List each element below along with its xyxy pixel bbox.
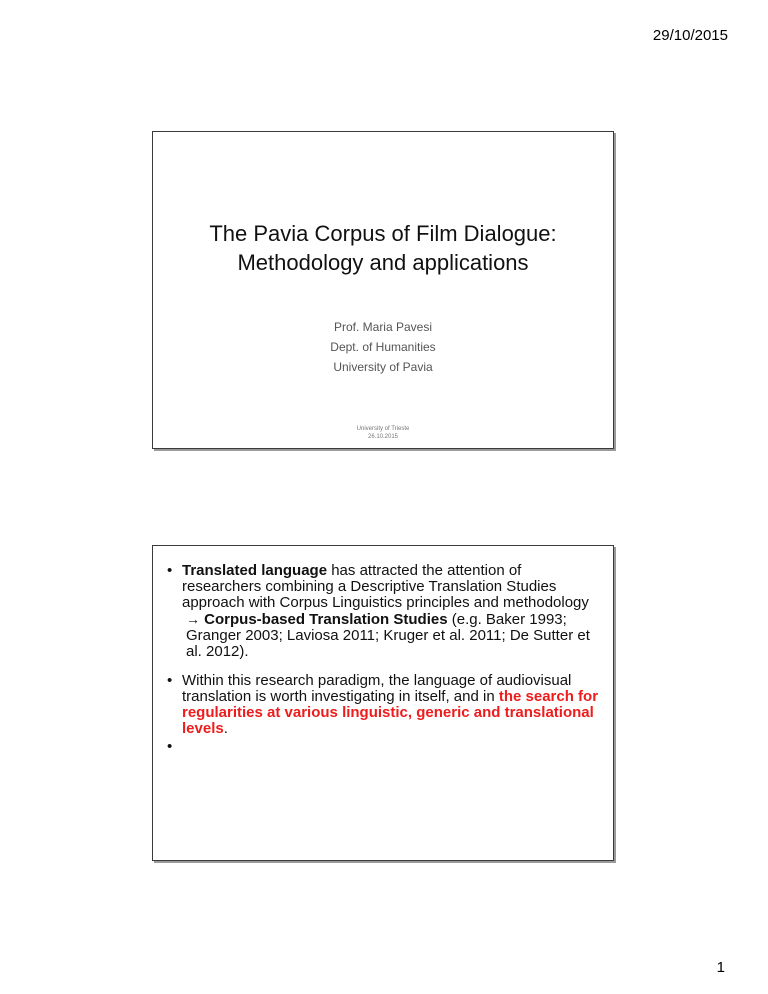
slide-title-line-1: The Pavia Corpus of Film Dialogue: — [209, 221, 557, 246]
bullet-1-bold-term: Corpus-based Translation Studies — [204, 611, 448, 628]
bullet-item-2 — [166, 673, 603, 737]
bullet-1-refs: (e.g. Baker 1993; Granger 2003; Laviosa 2011; Kruger et al. 2011; De Sutter et al. 2012). — [186, 611, 590, 660]
footer-date: 26.10.2015 — [367, 434, 399, 440]
bullet-item-1 — [166, 563, 603, 660]
page-date: 29/10/2015 — [652, 27, 728, 44]
bullet-2-end: . — [223, 720, 228, 737]
title-slide — [152, 131, 614, 449]
author-university: University of Pavia — [333, 360, 433, 374]
content-slide — [152, 545, 614, 861]
bullet-1-subline — [182, 611, 603, 660]
bullet-dot: • — [167, 562, 173, 579]
author-department: Dept. of Humanities — [330, 340, 436, 354]
bullet-1-text: has attracted the attention of researchers combining a Descriptive Translation Studies approach with Corpus Linguistics principles and methodology — [182, 562, 589, 611]
footer-venue: University of Trieste — [356, 426, 410, 432]
author-name: Prof. Maria Pavesi — [333, 320, 433, 334]
bullet-item-empty — [166, 739, 603, 755]
bullet-2-text: Within this research paradigm, the language of audiovisual translation is worth investigating in itself, and in — [182, 672, 572, 705]
page-number: 1 — [716, 959, 725, 976]
author-block — [153, 317, 613, 377]
bullet-2-highlight: the search for regularities at various linguistic, generic and translational levels — [182, 688, 599, 737]
slide-title-line-2: Methodology and applications — [237, 250, 529, 275]
slide-footer — [153, 425, 613, 441]
bullet-1-bold-lead: Translated language — [182, 562, 328, 579]
slide-title — [153, 219, 613, 277]
arrow-icon: → — [186, 611, 200, 627]
bullet-list — [166, 563, 603, 755]
bullet-dot: • — [167, 738, 173, 755]
bullet-dot: • — [167, 672, 173, 689]
